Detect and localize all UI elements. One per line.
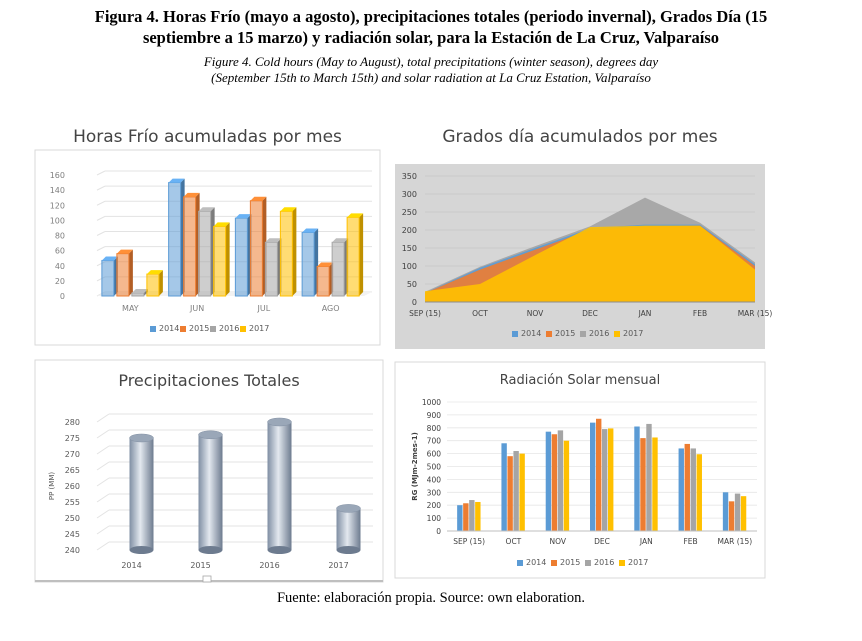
c4-bar-OCT-2015	[507, 456, 512, 531]
c4-ytick-700: 700	[426, 436, 441, 446]
c4-bar-DEC-2017	[608, 428, 613, 531]
c1-bar-AGO-2014	[302, 232, 314, 296]
c4-bar-FEB-2016	[691, 448, 696, 531]
c4-bar-JAN-2015	[640, 438, 645, 531]
c1-bar-JUN-2016	[199, 211, 211, 296]
c2-legend-label-2017: 2017	[623, 329, 644, 338]
c4-ytick-200: 200	[426, 501, 441, 511]
c1-xtick-MAY: MAY	[122, 304, 139, 313]
c4-bar-MAR (15)-2016	[735, 494, 740, 531]
c1-legend-swatch-2016	[210, 326, 216, 332]
c2-legend-label-2014: 2014	[521, 329, 542, 338]
c1-ytick-0: 0	[59, 292, 65, 301]
c3-ytick-265: 265	[64, 466, 80, 475]
c3-ytick-275: 275	[64, 434, 80, 443]
c4-bar-SEP (15)-2016	[469, 500, 474, 531]
c4-bar-MAR (15)-2015	[729, 501, 734, 531]
c4-xtick-DEC: DEC	[594, 537, 610, 546]
c4-bar-NOV-2017	[564, 441, 569, 531]
c1-legend-swatch-2015	[180, 326, 186, 332]
c4-xtick-FEB: FEB	[683, 537, 698, 546]
c2-xtick-DEC: DEC	[582, 309, 598, 318]
chart-degree-days	[395, 164, 773, 349]
c1-bar-AGO-2016	[332, 242, 344, 296]
chart-precipitation-title: Precipitaciones Totales	[118, 371, 300, 390]
c4-bar-SEP (15)-2017	[475, 502, 480, 531]
c4-bar-SEP (15)-2015	[463, 503, 468, 531]
c4-ytick-400: 400	[426, 475, 441, 485]
figure-subtitle-line2: (September 15th to March 15th) and solar radiation at La Cruz Estation, Valparaíso	[211, 70, 651, 85]
c2-ytick-200: 200	[401, 226, 417, 235]
c4-bar-OCT-2014	[501, 443, 506, 531]
c1-ytick-120: 120	[49, 201, 65, 211]
c1-ytick-140: 140	[49, 186, 65, 196]
c3-ytick-245: 245	[64, 530, 80, 539]
chart-solar-radiation	[395, 362, 765, 578]
c4-bar-FEB-2014	[679, 448, 684, 531]
c4-ytick-800: 800	[426, 423, 441, 433]
c2-legend-label-2015: 2015	[555, 329, 576, 338]
figure-title	[0, 6, 862, 48]
c1-bar-JUN-2014	[169, 183, 181, 296]
c4-legend-label-2017: 2017	[628, 558, 649, 567]
c2-legend-swatch-2016	[580, 331, 586, 337]
c4-bar-FEB-2017	[697, 454, 702, 531]
c3-ytick-240: 240	[64, 546, 80, 555]
c4-bar-NOV-2015	[552, 434, 557, 531]
c4-bar-DEC-2015	[596, 419, 601, 531]
c4-ytick-500: 500	[426, 462, 441, 472]
figure-subtitle-line1: Figure 4. Cold hours (May to August), total precipitations (winter season), degrees day	[203, 54, 659, 69]
c4-xtick-SEP (15): SEP (15)	[453, 537, 486, 546]
c4-ytick-600: 600	[426, 449, 441, 459]
c3-cylinder-base-2017	[337, 546, 361, 554]
c4-bar-JAN-2014	[634, 427, 639, 531]
c4-ylabel: RG (MJm-2mes-1)	[411, 432, 419, 501]
c2-legend-swatch-2014	[512, 331, 518, 337]
c3-xtick-2017: 2017	[328, 561, 349, 570]
c2-ytick-0: 0	[411, 298, 417, 307]
c1-ytick-80: 80	[54, 231, 65, 241]
c3-cylinder-top-2014	[130, 434, 154, 442]
c2-ytick-300: 300	[401, 190, 417, 199]
c4-ytick-300: 300	[426, 488, 441, 498]
c1-ytick-20: 20	[54, 276, 65, 286]
c3-ytick-255: 255	[64, 498, 80, 507]
c2-legend-swatch-2017	[614, 331, 620, 337]
c4-xtick-JAN: JAN	[639, 537, 653, 546]
c4-bar-DEC-2016	[602, 429, 607, 531]
c1-legend-label-2016: 2016	[219, 324, 240, 333]
c4-ytick-0: 0	[436, 527, 441, 536]
c4-legend-swatch-2017	[619, 560, 625, 566]
c4-bar-DEC-2014	[590, 423, 595, 531]
c1-xtick-JUL: JUL	[257, 304, 271, 313]
c1-legend-swatch-2014	[150, 326, 156, 332]
c2-ytick-50: 50	[406, 280, 417, 289]
c3-ytick-250: 250	[64, 514, 80, 523]
c1-bar-JUL-2015	[250, 201, 262, 296]
c2-ytick-250: 250	[401, 208, 417, 217]
c4-legend-swatch-2015	[551, 560, 557, 566]
c4-legend-swatch-2014	[517, 560, 523, 566]
c1-ytick-160: 160	[49, 171, 65, 180]
c4-bar-SEP (15)-2014	[457, 505, 462, 531]
c4-bar-NOV-2014	[546, 432, 551, 531]
c3-resize-handle	[203, 576, 211, 582]
c3-ytick-280: 280	[64, 418, 80, 427]
c1-legend-label-2017: 2017	[249, 324, 270, 333]
c2-xtick-NOV: NOV	[526, 309, 544, 318]
c1-ytick-100: 100	[49, 216, 65, 226]
chart-degree-days-title: Grados día acumulados por mes	[442, 127, 718, 147]
c4-xtick-MAR (15): MAR (15)	[717, 537, 753, 546]
c1-bar-MAY-2015	[117, 254, 129, 296]
c1-bar-side-MAY-2015	[129, 250, 133, 296]
c4-bar-JAN-2017	[652, 437, 657, 531]
c3-cylinder-2017	[337, 508, 361, 550]
c3-cylinder-top-2016	[268, 418, 292, 426]
c2-xtick-OCT: OCT	[472, 309, 488, 318]
c1-ytick-60: 60	[54, 246, 65, 256]
c3-ytick-270: 270	[64, 450, 80, 459]
c4-frame	[395, 362, 765, 578]
c3-cylinder-base-2016	[268, 546, 292, 554]
c4-ytick-1000: 1000	[421, 398, 441, 407]
figure-title-line1: Figura 4. Horas Frío (mayo a agosto), precipitaciones totales (periodo invernal), Grados Día (15	[94, 7, 768, 26]
c4-legend-label-2016: 2016	[594, 558, 615, 567]
c1-bar-MAY-2017	[147, 274, 159, 296]
c4-legend-label-2015: 2015	[560, 558, 581, 567]
c4-ytick-100: 100	[426, 514, 441, 524]
c3-xtick-2014: 2014	[121, 561, 142, 570]
chart-solar-radiation-title: Radiación Solar mensual	[499, 373, 661, 388]
c3-cylinder-top-2015	[199, 431, 223, 439]
c1-legend-label-2014: 2014	[159, 324, 180, 333]
c3-cylinder-base-2015	[199, 546, 223, 554]
c3-ylabel: PP (MM)	[48, 471, 56, 501]
figure-title-line2: septiembre a 15 marzo) y radiación solar, para la Estación de La Cruz, Valparaíso	[142, 28, 720, 47]
c2-ytick-100: 100	[401, 262, 417, 271]
chart-precipitation	[35, 360, 383, 582]
c1-xtick-JUN: JUN	[190, 304, 205, 313]
c4-xtick-OCT: OCT	[505, 537, 522, 546]
c3-cylinder-2015	[199, 435, 223, 550]
c1-bar-side-MAY-2017	[159, 270, 163, 296]
c1-bar-MAY-2014	[102, 260, 114, 296]
figure-source: Fuente: elaboración propia. Source: own elaboration.	[276, 590, 586, 606]
c4-legend-swatch-2016	[585, 560, 591, 566]
c1-bar-JUL-2014	[235, 218, 247, 296]
c4-xtick-NOV: NOV	[549, 537, 566, 546]
c1-bar-side-JUL-2017	[292, 207, 296, 296]
c3-cylinder-2016	[268, 422, 292, 550]
c1-xtick-AGO: AGO	[321, 304, 340, 313]
c4-bar-MAR (15)-2017	[741, 496, 746, 531]
c2-xtick-JAN: JAN	[638, 309, 652, 318]
c4-bar-OCT-2017	[519, 454, 524, 531]
c2-xtick-MAR (15): MAR (15)	[737, 309, 773, 318]
c1-legend-swatch-2017	[240, 326, 246, 332]
c4-bar-JAN-2016	[646, 424, 651, 531]
c1-bar-AGO-2017	[347, 217, 359, 296]
c3-xtick-2016: 2016	[259, 561, 280, 570]
c1-bar-side-JUN-2017	[226, 222, 230, 296]
chart-cold-hours-title: Horas Frío acumuladas por mes	[73, 127, 342, 147]
c2-xtick-FEB: FEB	[692, 309, 708, 318]
c1-bar-JUN-2015	[184, 197, 196, 296]
c3-cylinder-top-2017	[337, 504, 361, 512]
chart-cold-hours	[35, 150, 380, 345]
c1-ytick-40: 40	[54, 261, 65, 271]
c1-bar-AGO-2015	[317, 267, 329, 296]
c1-bar-JUL-2017	[280, 211, 292, 296]
c1-bar-JUN-2017	[214, 226, 226, 296]
c4-legend-label-2014: 2014	[526, 558, 547, 567]
c1-bar-side-AGO-2017	[359, 213, 363, 296]
c2-legend-label-2016: 2016	[589, 329, 610, 338]
c4-bar-OCT-2016	[513, 451, 518, 531]
c3-xtick-2015: 2015	[190, 561, 211, 570]
c4-ytick-900: 900	[426, 410, 441, 420]
c2-legend-swatch-2015	[546, 331, 552, 337]
c1-legend-label-2015: 2015	[189, 324, 210, 333]
c1-bar-JUL-2016	[265, 242, 277, 296]
c4-bar-NOV-2016	[558, 430, 563, 531]
c4-bar-FEB-2015	[685, 444, 690, 531]
c2-ytick-150: 150	[401, 244, 417, 253]
c4-bar-MAR (15)-2014	[723, 492, 728, 531]
figure-subtitle	[0, 54, 862, 86]
c2-ytick-350: 350	[401, 172, 417, 181]
c3-cylinder-2014	[130, 438, 154, 550]
c3-cylinder-base-2014	[130, 546, 154, 554]
c3-ytick-260: 260	[64, 482, 80, 491]
c1-bar-MAY-2016	[132, 293, 144, 296]
c2-xtick-SEP (15): SEP (15)	[409, 309, 441, 318]
